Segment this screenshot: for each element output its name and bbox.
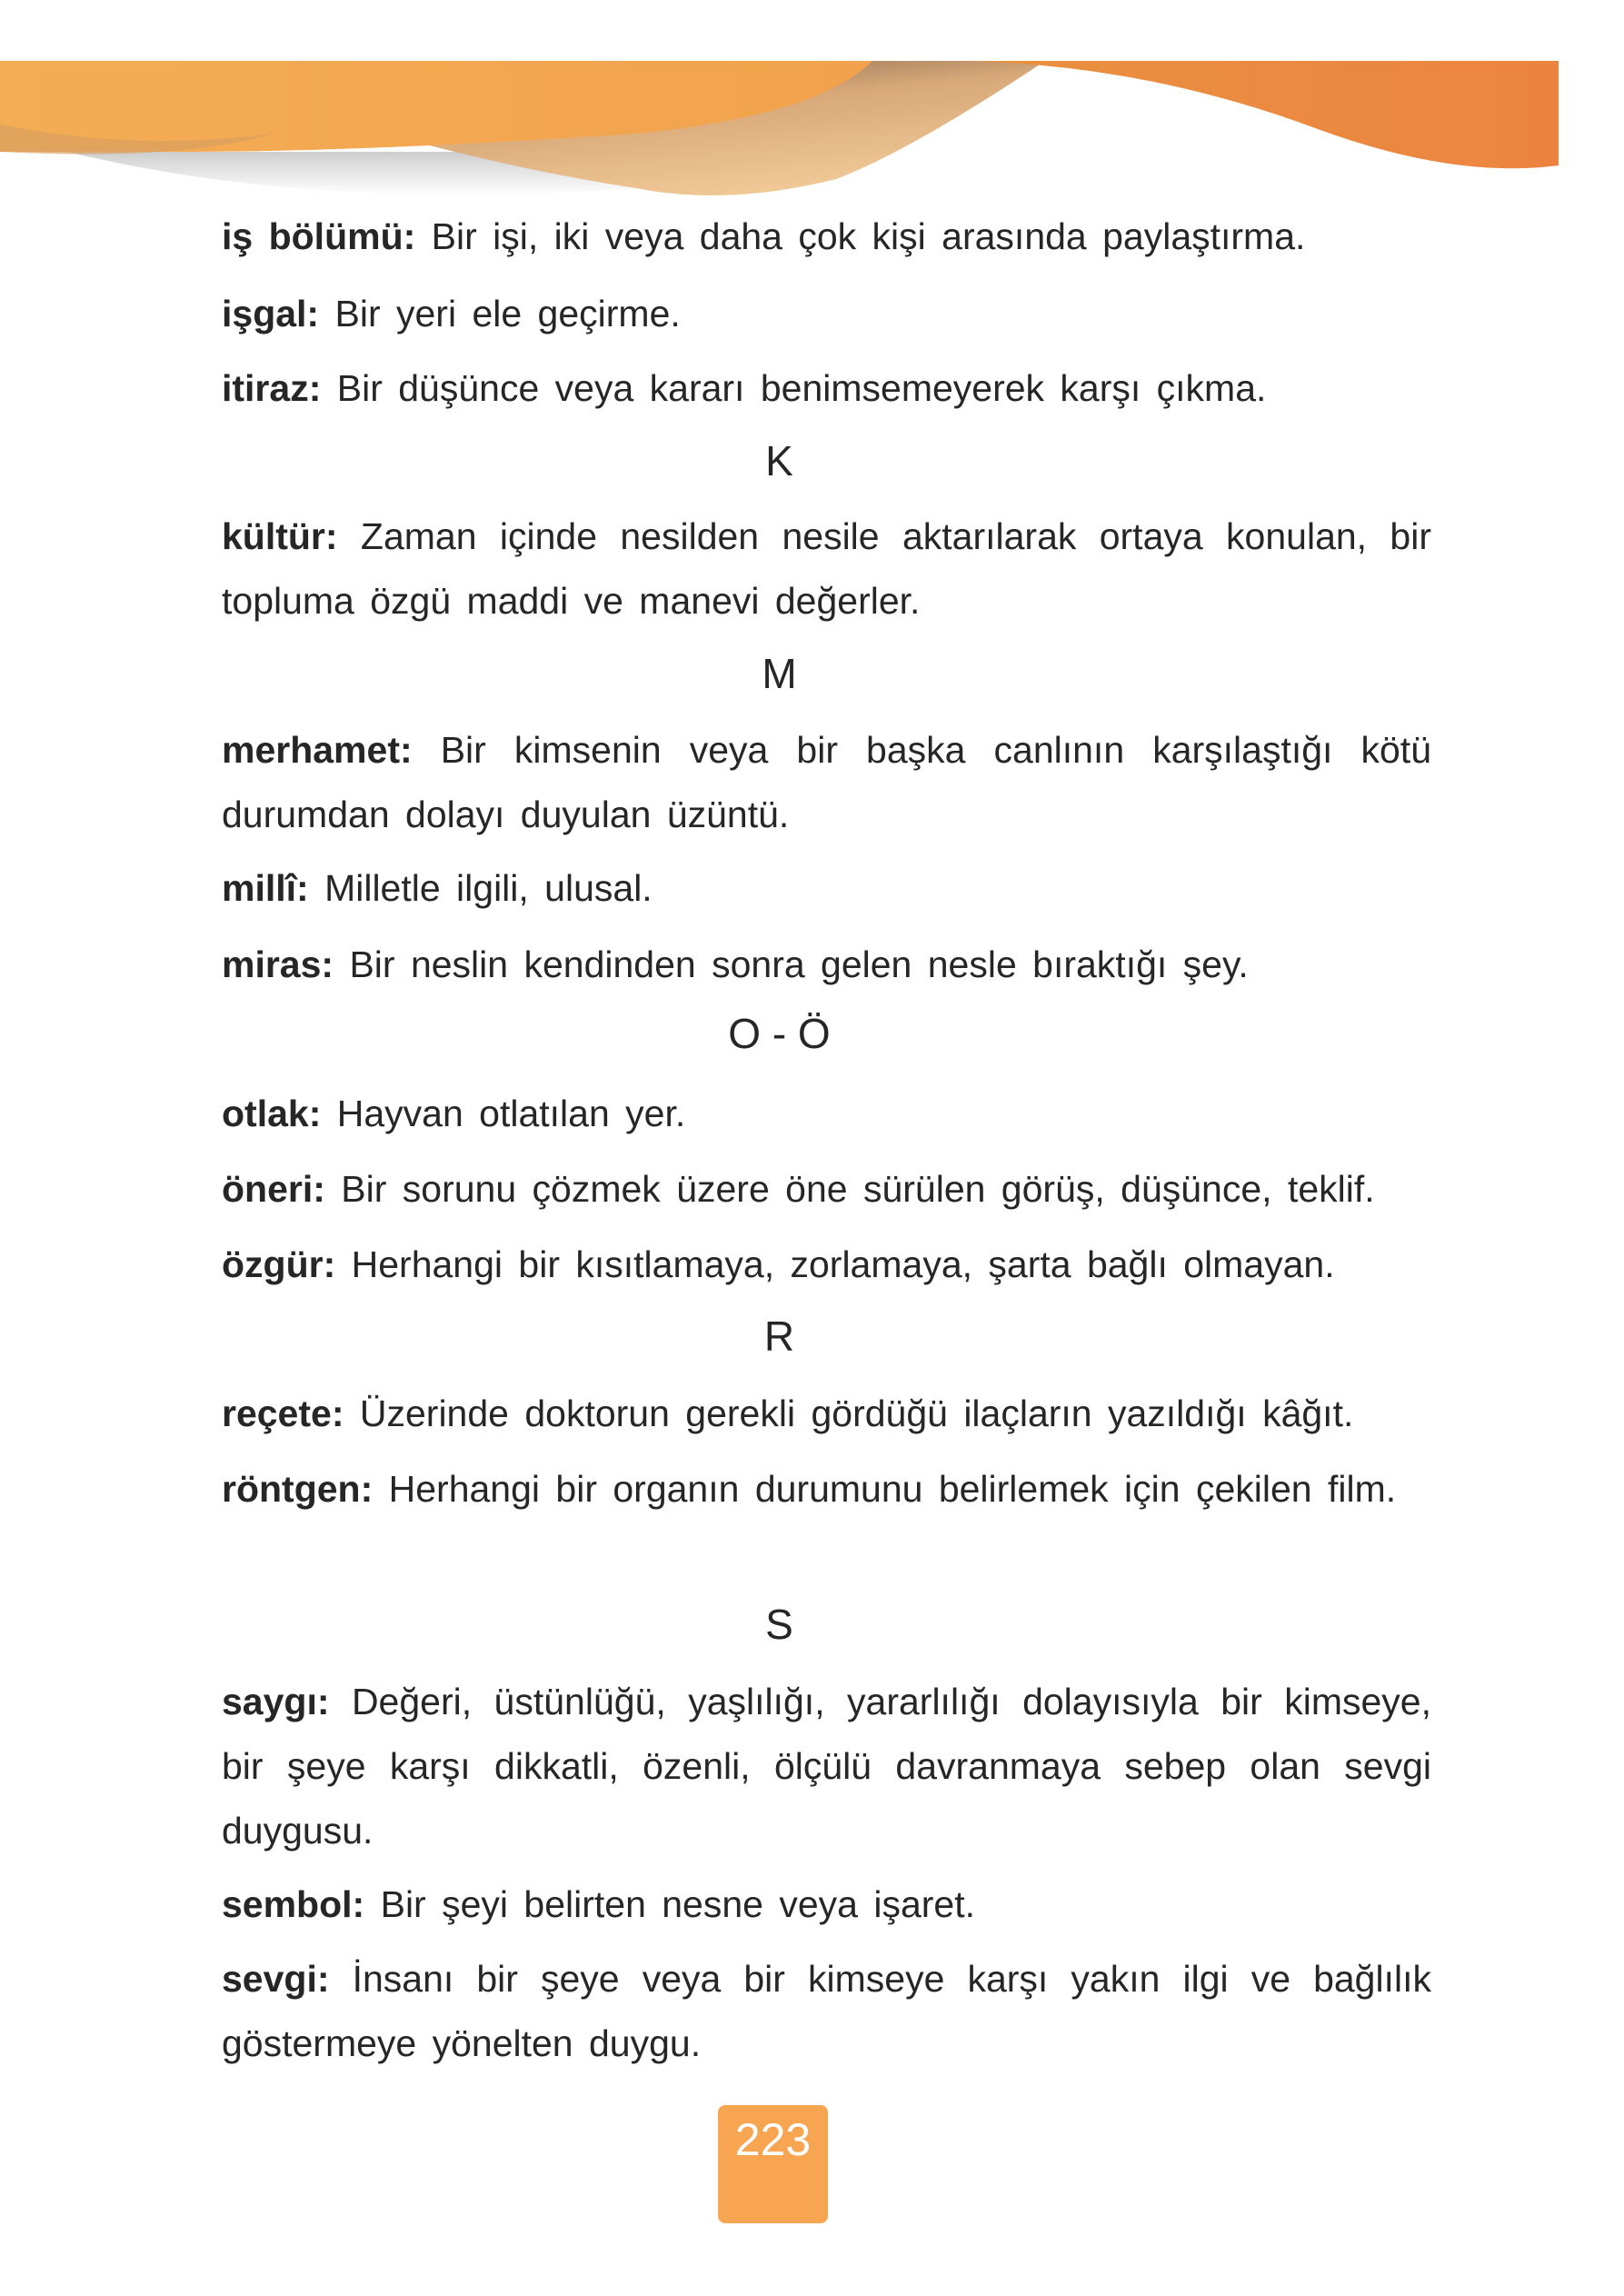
section-letter-s: S	[765, 1601, 793, 1648]
glossary-entry	[174, 933, 1431, 997]
glossary-entry	[174, 205, 1431, 269]
definition: Zaman içinde nesilden nesile aktarılarak ortaya konulan, bir topluma özgü maddi ve manevi değerler.	[222, 515, 1431, 622]
definition: Bir şeyi belirten nesne veya işaret.	[364, 1883, 976, 1925]
glossary-entry	[174, 1670, 1431, 1863]
definition: Değeri, üstünlüğü, yaşlılığı, yararlılığı dolayısıyla bir kimseye, bir şeye karşı dikkatli, özenli, ölçülü davranmaya sebep olan sevgi duygusu.	[222, 1681, 1431, 1852]
term: işgal:	[222, 293, 320, 334]
term: sembol:	[222, 1883, 365, 1925]
section-letter-k: K	[765, 437, 793, 484]
glossary-entry	[174, 1872, 1431, 1937]
definition: Herhangi bir organın durumunu belirlemek için çekilen film.	[373, 1468, 1397, 1510]
definition: Bir işi, iki veya daha çok kişi arasında paylaştırma.	[415, 215, 1306, 257]
term: röntgen:	[222, 1468, 374, 1510]
term: millî:	[222, 867, 309, 909]
section-letter-o: O - Ö	[728, 1010, 831, 1057]
section-letter-m: M	[762, 650, 797, 697]
definition: Bir neslin kendinden sonra gelen nesle bıraktığı şey.	[334, 943, 1249, 985]
term: merhamet:	[222, 729, 413, 771]
definition: İnsanı bir şeye veya bir kimseye karşı yakın ilgi ve bağlılık göstermeye yönelten duygu.	[222, 1958, 1431, 2064]
term: sevgi:	[222, 1958, 330, 2000]
section-letter-r: R	[763, 1313, 795, 1360]
glossary-entry	[174, 1382, 1431, 1446]
glossary-entry	[174, 856, 1431, 921]
glossary-entry	[174, 356, 1431, 421]
definition: Bir kimsenin veya bir başka canlının karşılaştığı kötü durumdan dolayı duyulan üzüntü.	[222, 729, 1431, 835]
term: kültür:	[222, 515, 338, 557]
glossary-entry	[174, 1233, 1431, 1297]
definition: Hayvan otlatılan yer.	[321, 1093, 686, 1134]
term: özgür:	[222, 1243, 336, 1285]
definition: Üzerinde doktorun gerekli gördüğü ilaçların yazıldığı kâğıt.	[344, 1393, 1354, 1434]
definition: Herhangi bir kısıtlamaya, zorlamaya, şarta bağlı olmayan.	[335, 1243, 1335, 1285]
definition: Bir yeri ele geçirme.	[319, 293, 681, 334]
decorative-header-wave	[0, 61, 1559, 206]
glossary-entry	[174, 1947, 1431, 2076]
term: öneri:	[222, 1168, 325, 1210]
page-number: 223	[718, 2105, 828, 2223]
definition: Bir düşünce veya kararı benimsemeyerek karşı çıkma.	[321, 367, 1267, 409]
glossary-entry	[174, 1157, 1431, 1222]
definition: Milletle ilgili, ulusal.	[308, 867, 653, 909]
term: itiraz:	[222, 367, 322, 409]
term: miras:	[222, 943, 334, 985]
term: reçete:	[222, 1393, 344, 1434]
definition: Bir sorunu çözmek üzere öne sürülen görüş, düşünce, teklif.	[324, 1168, 1375, 1210]
glossary-entry	[174, 718, 1431, 847]
glossary-entry	[174, 1082, 1431, 1146]
glossary-entry	[174, 282, 1431, 346]
glossary-entry	[174, 504, 1431, 634]
term: saygı:	[222, 1681, 330, 1722]
term: otlak:	[222, 1093, 322, 1134]
glossary-entry	[174, 1457, 1431, 1522]
term: iş bölümü:	[222, 215, 416, 257]
